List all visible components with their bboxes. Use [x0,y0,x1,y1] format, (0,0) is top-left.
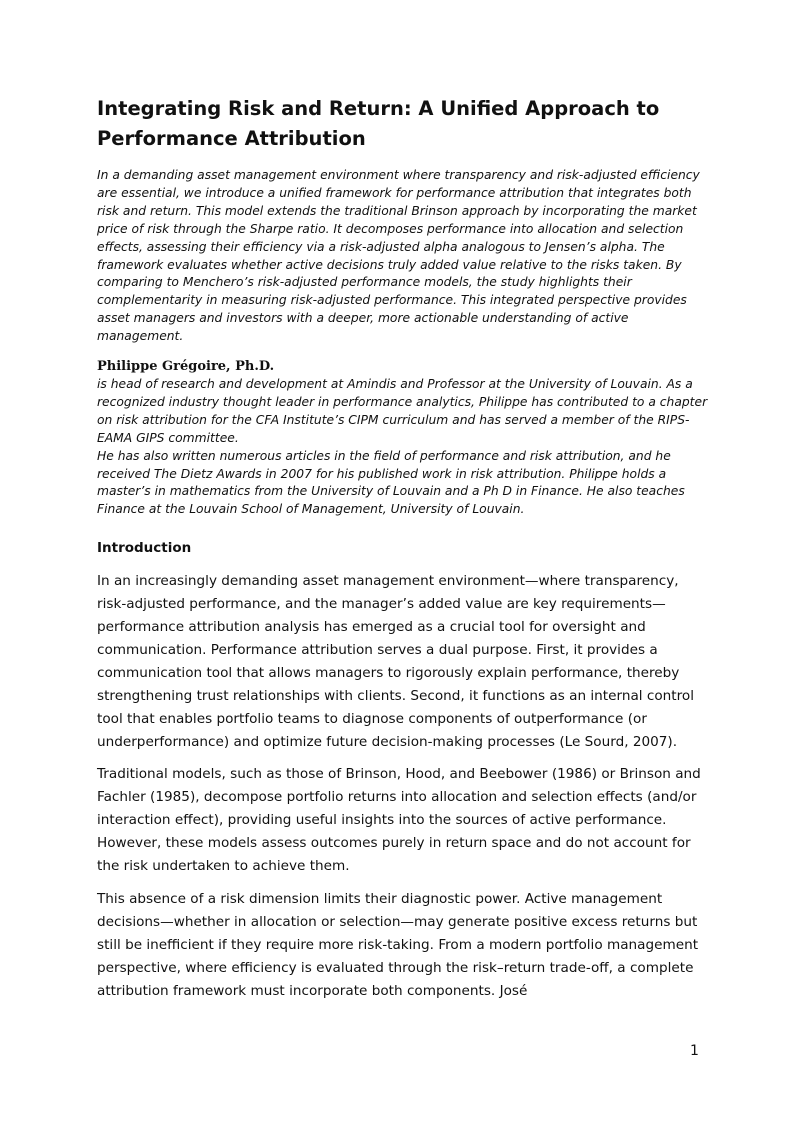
author-bio-paragraph: is head of research and development at Amindis and Professor at the University of Louvain. As a recognized industry thought leader in performance analytics, Philippe has contributed to a chapter on risk attribution for the CFA Institute’s CIPM curriculum and has served a member of the RIPS-EAMA GIPS committee. [97,377,708,445]
body-paragraph: In an increasingly demanding asset management environment—where transparency, risk-adjusted performance, and the manager’s added value are key requirements—performance attribution analysis has emerged as a crucial tool for oversight and communication. Performance attribution serves a dual purpose. First, it provides a communication tool that allows managers to rigorously explain performance, thereby strengthening trust relationships with clients. Second, it functions as an internal control tool that enables portfolio teams to diagnose components of outperformance (or underperformance) and optimize future decision-making processes (Le Sourd, 2007). [97,573,695,750]
abstract: In a demanding asset management environment where transparency and risk-adjusted efficiency are essential, we introduce a unified framework for performance attribution that integrates both risk and return. This model extends the traditional Brinson approach by incorporating the market price of risk through the Sharpe ratio. It decomposes performance into allocation and selection effects, assessing their efficiency via a risk-adjusted alpha analogous to Jensen’s alpha. The framework evaluates whether active decisions truly added value relative to the risks taken. By comparing to Menchero’s risk-adjusted performance models, the study highlights their complementarity in measuring risk-adjusted performance. This integrated perspective provides asset managers and investors with a deeper, more actionable understanding of active management. [97,168,700,344]
body-paragraph: Traditional models, such as those of Brinson, Hood, and Beebower (1986) or Brinson and Fachler (1985), decompose portfolio returns into allocation and selection effects (and/or interaction effect), providing useful insights into the sources of active performance. However, these models assess outcomes purely in return space and do not account for the risk undertaken to achieve them. [97,766,701,874]
author-bio-paragraph: He has also written numerous articles in the field of performance and risk attribution, and he received The Dietz Awards in 2007 for his published work in risk attribution. Philippe holds a master’s in mathematics from the University of Louvain and a Ph D in Finance. He also teaches Finance at the Louvain School of Management, University of Louvain. [97,448,685,517]
section-heading-introduction: Introduction [97,540,192,556]
paper-title: Integrating Risk and Return: A Unified Approach to Performance Attribution [97,97,660,150]
page-number: 1 [690,1043,699,1059]
author-name: Philippe Grégoire, Ph.D. [97,359,275,374]
body-paragraph: This absence of a risk dimension limits their diagnostic power. Active management decisions—whether in allocation or selection—may generate positive excess returns but still be inefficient if they require more risk-taking. From a modern portfolio management perspective, where efficiency is evaluated through the risk–return trade-off, a complete attribution framework must incorporate both components. José [97,891,699,999]
author-bio [97,376,709,519]
